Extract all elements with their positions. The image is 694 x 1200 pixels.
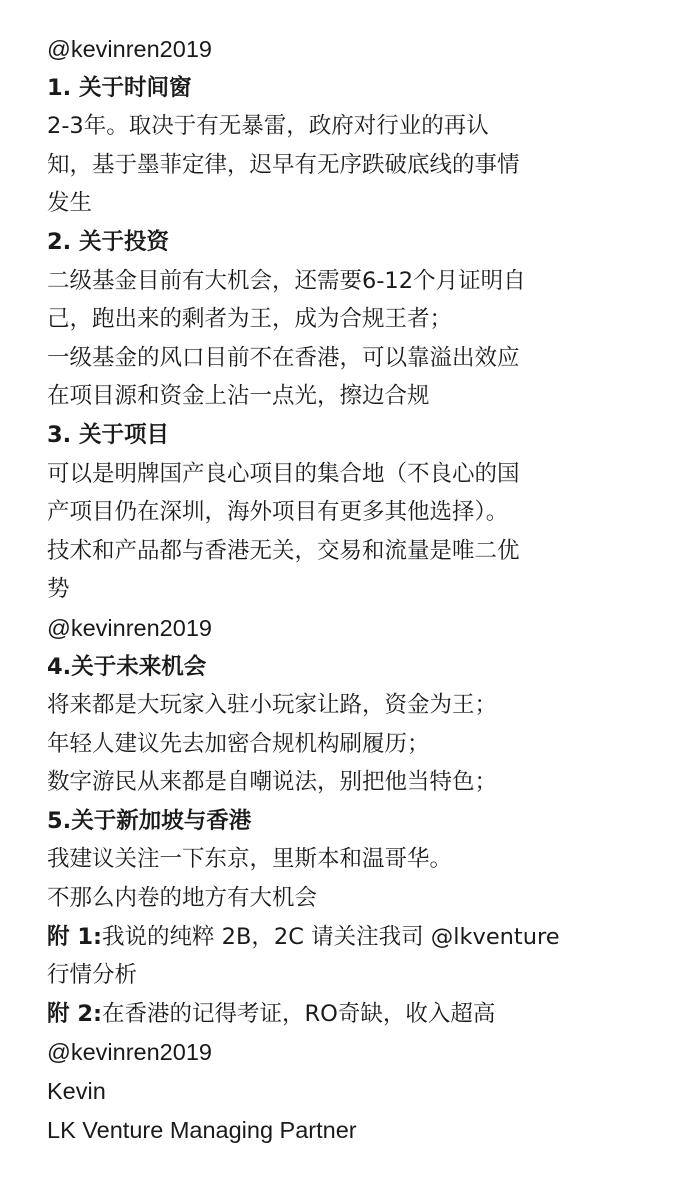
paragraph-line: 2-3年。取决于有无暴雷，政府对行业的再认	[47, 113, 489, 140]
paragraph-line: 技术和产品都与香港无关，交易和流量是唯二优	[47, 537, 520, 564]
section-title-singapore-hongkong: 5.关于新加坡与香港	[47, 807, 252, 834]
note-body	[47, 30, 667, 1149]
appendix-1-label: 附 1:	[47, 923, 102, 950]
paragraph-line: 我建议关注一下东京，里斯本和温哥华。	[47, 846, 453, 873]
paragraph-line: 一级基金的风口目前不在香港，可以靠溢出效应	[47, 344, 520, 371]
author-handle[interactable]: @kevinren2019	[47, 614, 212, 641]
appendix-1	[47, 918, 667, 957]
section-title-investment: 2. 关于投资	[47, 228, 170, 255]
signature-name: Kevin	[47, 1078, 106, 1105]
appendix-2	[47, 995, 667, 1034]
appendix-1-continuation: 行情分析	[47, 962, 138, 989]
paragraph-line: 不那么内卷的地方有大机会	[47, 885, 318, 912]
section-title-future-opportunities: 4.关于未来机会	[47, 653, 207, 680]
paragraph-line: 可以是明牌国产良心项目的集合地（不良心的国	[47, 460, 520, 487]
paragraph-line: 知，基于墨菲定律，迟早有无序跌破底线的事情	[47, 151, 520, 178]
signature-title: LK Venture Managing Partner	[47, 1116, 357, 1143]
appendix-2-label: 附 2:	[47, 1000, 102, 1027]
paragraph-line: 己，跑出来的剩者为王，成为合规王者；	[47, 306, 453, 333]
appendix-2-text: 在香港的记得考证，RO奇缺，收入超高	[102, 1000, 496, 1027]
paragraph-line: 年轻人建议先去加密合规机构刷履历；	[47, 730, 430, 757]
section-title-projects: 3. 关于项目	[47, 421, 170, 448]
author-handle[interactable]: @kevinren2019	[47, 1039, 212, 1066]
paragraph-line: 二级基金目前有大机会，还需要6-12个月证明自	[47, 267, 526, 294]
author-handle[interactable]: @kevinren2019	[47, 36, 212, 62]
paragraph-line: 在项目源和资金上沾一点光，擦边合规	[47, 383, 430, 410]
paragraph-line: 发生	[47, 190, 93, 217]
paragraph-line: 数字游民从来都是自嘲说法，别把他当特色；	[47, 769, 498, 796]
paragraph-line: 产项目仍在深圳，海外项目有更多其他选择）。	[47, 499, 509, 526]
paragraph-line: 势	[47, 576, 70, 603]
paragraph-line: 将来都是大玩家入驻小玩家让路，资金为王；	[47, 692, 498, 719]
appendix-1-text: 我说的纯粹 2B，2C 请关注我司 @lkventure	[102, 923, 560, 950]
section-title-time-window: 1. 关于时间窗	[47, 74, 192, 101]
